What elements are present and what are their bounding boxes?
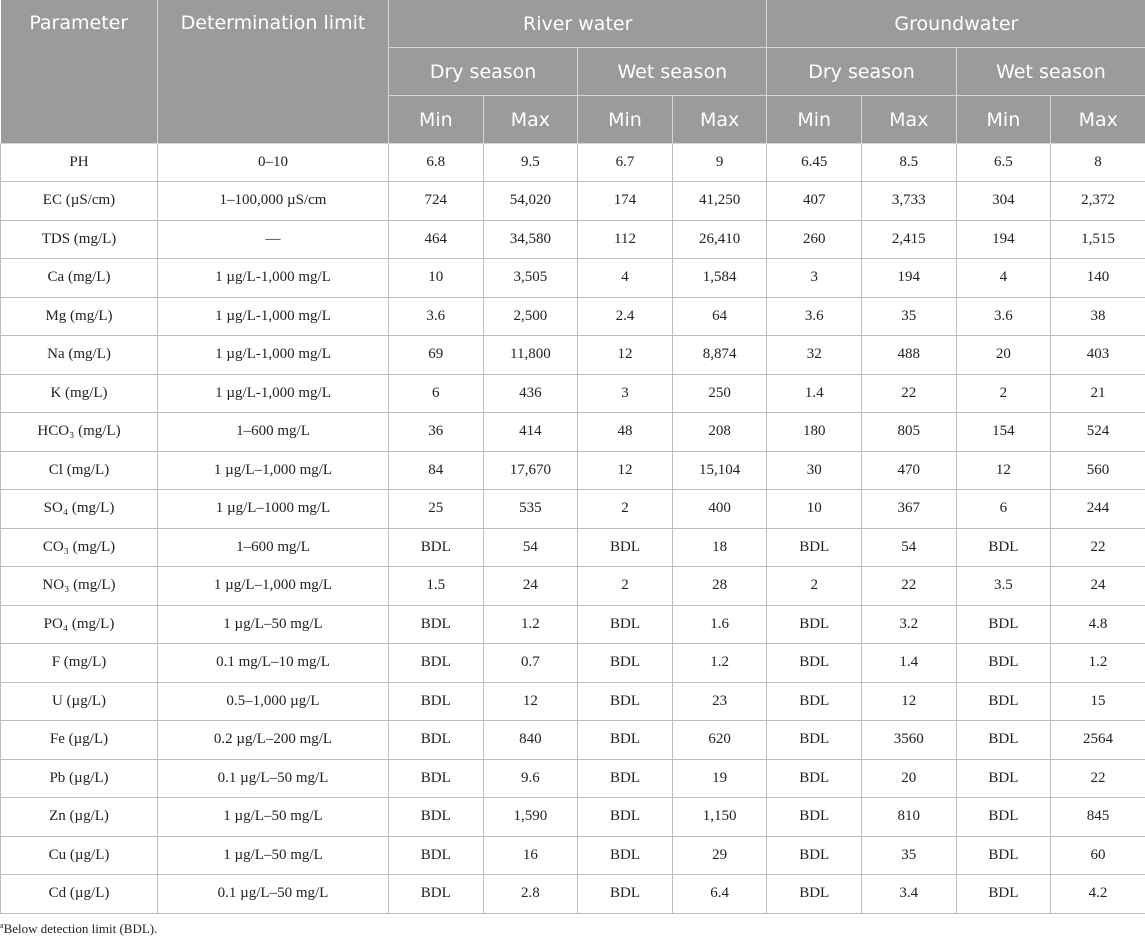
cell-max: 3560 [862,721,957,760]
cell-min: BDL [389,605,484,644]
cell-max: 524 [1051,413,1145,452]
cell-min: 1.5 [389,567,484,606]
header-max: Max [483,96,578,144]
cell-parameter: Zn (µg/L) [1,798,158,837]
cell-max: 8.5 [862,144,957,182]
cell-min: 1.4 [767,374,862,413]
cell-min: 2 [956,374,1051,413]
cell-min: 2 [578,567,673,606]
table-row [1,220,1145,259]
cell-max: 24 [483,567,578,606]
cell-determination-limit: 1 µg/L–50 mg/L [158,836,389,875]
cell-max: 140 [1051,259,1145,298]
table-row [1,759,1145,798]
cell-determination-limit: 1–600 mg/L [158,413,389,452]
cell-determination-limit: 1 µg/L–50 mg/L [158,605,389,644]
cell-min: 3.5 [956,567,1051,606]
cell-max: 22 [862,567,957,606]
cell-max: 12 [862,682,957,721]
header-river-water: River water [389,0,767,48]
cell-max: 3.2 [862,605,957,644]
cell-max: 23 [672,682,767,721]
cell-min: BDL [956,836,1051,875]
cell-min: 10 [767,490,862,529]
cell-min: 10 [389,259,484,298]
cell-min: 407 [767,182,862,221]
table-header [1,0,1145,144]
cell-max: 400 [672,490,767,529]
cell-parameter: Mg (mg/L) [1,297,158,336]
cell-determination-limit: 0.2 µg/L–200 mg/L [158,721,389,760]
cell-min: 2.4 [578,297,673,336]
cell-max: 4.2 [1051,875,1145,914]
cell-max: 38 [1051,297,1145,336]
cell-max: 60 [1051,836,1145,875]
table-row [1,875,1145,914]
cell-min: 2 [767,567,862,606]
cell-min: 6.45 [767,144,862,182]
cell-max: 15,104 [672,451,767,490]
header-ground-wet-season: Wet season [956,48,1145,96]
header-river-dry-season: Dry season [389,48,578,96]
cell-max: 21 [1051,374,1145,413]
cell-min: 112 [578,220,673,259]
cell-determination-limit: 1 µg/L-1,000 mg/L [158,374,389,413]
cell-max: 1,515 [1051,220,1145,259]
cell-determination-limit: — [158,220,389,259]
cell-min: 32 [767,336,862,375]
cell-min: BDL [578,875,673,914]
cell-min: 6 [956,490,1051,529]
cell-max: 1.4 [862,644,957,683]
cell-parameter: NO₃ (mg/L) [1,567,158,606]
cell-max: 20 [862,759,957,798]
cell-min: BDL [578,644,673,683]
cell-determination-limit: 0–10 [158,144,389,182]
header-determination-limit: Determination limit [158,0,389,144]
cell-min: BDL [767,644,862,683]
cell-min: BDL [389,798,484,837]
cell-max: 6.4 [672,875,767,914]
cell-max: 16 [483,836,578,875]
cell-max: 194 [862,259,957,298]
cell-min: 174 [578,182,673,221]
cell-parameter: Cl (mg/L) [1,451,158,490]
cell-max: 9 [672,144,767,182]
header-river-wet-season: Wet season [578,48,767,96]
cell-max: 845 [1051,798,1145,837]
cell-parameter: F (mg/L) [1,644,158,683]
table-row [1,182,1145,221]
cell-min: 6 [389,374,484,413]
cell-parameter: TDS (mg/L) [1,220,158,259]
table-row [1,490,1145,529]
table-row [1,644,1145,683]
table-row [1,297,1145,336]
cell-min: 48 [578,413,673,452]
cell-min: BDL [767,528,862,567]
cell-parameter: PO₄ (mg/L) [1,605,158,644]
cell-determination-limit: 0.1 mg/L–10 mg/L [158,644,389,683]
cell-max: 22 [862,374,957,413]
header-parameter: Parameter [1,0,158,144]
cell-max: 2,500 [483,297,578,336]
cell-max: 208 [672,413,767,452]
cell-max: 4.8 [1051,605,1145,644]
cell-min: 12 [956,451,1051,490]
cell-min: BDL [389,528,484,567]
table-row [1,682,1145,721]
table-row [1,567,1145,606]
cell-min: 3 [767,259,862,298]
cell-max: 3.4 [862,875,957,914]
cell-max: 9.5 [483,144,578,182]
cell-min: 20 [956,336,1051,375]
table-row [1,836,1145,875]
cell-parameter: Pb (µg/L) [1,759,158,798]
cell-parameter: SO₄ (mg/L) [1,490,158,529]
table-row [1,374,1145,413]
cell-min: BDL [956,875,1051,914]
cell-min: 25 [389,490,484,529]
cell-parameter: Na (mg/L) [1,336,158,375]
cell-max: 1,590 [483,798,578,837]
cell-min: BDL [578,759,673,798]
cell-parameter: HCO₃ (mg/L) [1,413,158,452]
cell-min: BDL [578,721,673,760]
cell-min: 2 [578,490,673,529]
cell-max: 12 [483,682,578,721]
cell-min: BDL [956,759,1051,798]
table-row [1,528,1145,567]
cell-determination-limit: 1 µg/L–50 mg/L [158,798,389,837]
cell-max: 29 [672,836,767,875]
cell-max: 15 [1051,682,1145,721]
cell-max: 2.8 [483,875,578,914]
cell-min: BDL [767,605,862,644]
cell-parameter: Cu (µg/L) [1,836,158,875]
cell-min: 12 [578,451,673,490]
cell-min: 6.5 [956,144,1051,182]
cell-max: 54,020 [483,182,578,221]
header-min: Min [578,96,673,144]
cell-max: 35 [862,836,957,875]
cell-max: 1.2 [483,605,578,644]
cell-max: 436 [483,374,578,413]
cell-min: 304 [956,182,1051,221]
cell-max: 22 [1051,528,1145,567]
cell-determination-limit: 1–600 mg/L [158,528,389,567]
cell-max: 54 [862,528,957,567]
cell-max: 403 [1051,336,1145,375]
cell-determination-limit: 0.5–1,000 µg/L [158,682,389,721]
cell-determination-limit: 0.1 µg/L–50 mg/L [158,875,389,914]
table-row [1,798,1145,837]
cell-min: BDL [956,721,1051,760]
cell-max: 414 [483,413,578,452]
cell-determination-limit: 1 µg/L–1,000 mg/L [158,451,389,490]
cell-min: 724 [389,182,484,221]
cell-min: 4 [578,259,673,298]
header-min: Min [956,96,1051,144]
footnote-text: Below detection limit (BDL). [3,921,158,936]
cell-min: 260 [767,220,862,259]
cell-min: 36 [389,413,484,452]
header-max: Max [672,96,767,144]
cell-min: 3.6 [389,297,484,336]
cell-parameter: PH [1,144,158,182]
cell-min: BDL [956,682,1051,721]
cell-parameter: Fe (µg/L) [1,721,158,760]
cell-min: 3.6 [956,297,1051,336]
cell-max: 2,372 [1051,182,1145,221]
table-row [1,336,1145,375]
cell-min: BDL [956,644,1051,683]
cell-max: 810 [862,798,957,837]
cell-determination-limit: 1 µg/L–1000 mg/L [158,490,389,529]
cell-max: 1.6 [672,605,767,644]
cell-max: 26,410 [672,220,767,259]
cell-max: 1.2 [1051,644,1145,683]
cell-max: 22 [1051,759,1145,798]
cell-max: 64 [672,297,767,336]
cell-parameter: CO₃ (mg/L) [1,528,158,567]
header-max: Max [862,96,957,144]
cell-max: 1,584 [672,259,767,298]
cell-min: BDL [578,605,673,644]
table-row [1,721,1145,760]
footnote [0,918,157,937]
cell-determination-limit: 1 µg/L-1,000 mg/L [158,259,389,298]
table-row [1,144,1145,182]
cell-max: 535 [483,490,578,529]
cell-max: 28 [672,567,767,606]
cell-min: BDL [389,682,484,721]
table-row [1,451,1145,490]
cell-max: 244 [1051,490,1145,529]
cell-max: 250 [672,374,767,413]
table-row [1,259,1145,298]
cell-min: BDL [389,836,484,875]
cell-min: BDL [578,528,673,567]
cell-min: BDL [956,798,1051,837]
cell-min: BDL [767,836,862,875]
cell-max: 470 [862,451,957,490]
table-row [1,605,1145,644]
header-min: Min [389,96,484,144]
cell-min: BDL [767,682,862,721]
cell-max: 1.2 [672,644,767,683]
cell-min: BDL [767,798,862,837]
cell-min: 4 [956,259,1051,298]
cell-max: 805 [862,413,957,452]
cell-determination-limit: 1 µg/L-1,000 mg/L [158,336,389,375]
cell-max: 840 [483,721,578,760]
cell-max: 488 [862,336,957,375]
cell-max: 8 [1051,144,1145,182]
cell-min: BDL [578,798,673,837]
cell-min: BDL [767,875,862,914]
cell-max: 41,250 [672,182,767,221]
cell-max: 620 [672,721,767,760]
cell-parameter: Ca (mg/L) [1,259,158,298]
cell-min: 3 [578,374,673,413]
cell-min: 194 [956,220,1051,259]
cell-parameter: U (µg/L) [1,682,158,721]
cell-max: 8,874 [672,336,767,375]
cell-min: BDL [389,644,484,683]
cell-max: 560 [1051,451,1145,490]
table-body [1,144,1145,914]
cell-max: 34,580 [483,220,578,259]
cell-max: 3,733 [862,182,957,221]
cell-max: 367 [862,490,957,529]
cell-min: BDL [956,605,1051,644]
cell-max: 2564 [1051,721,1145,760]
cell-determination-limit: 1 µg/L–1,000 mg/L [158,567,389,606]
cell-parameter: EC (µS/cm) [1,182,158,221]
cell-min: 6.7 [578,144,673,182]
cell-parameter: K (mg/L) [1,374,158,413]
cell-min: 30 [767,451,862,490]
cell-max: 35 [862,297,957,336]
cell-determination-limit: 0.1 µg/L–50 mg/L [158,759,389,798]
cell-min: BDL [767,759,862,798]
cell-min: BDL [389,721,484,760]
cell-min: BDL [578,836,673,875]
cell-min: 69 [389,336,484,375]
cell-min: 84 [389,451,484,490]
cell-min: BDL [956,528,1051,567]
header-min: Min [767,96,862,144]
cell-min: 180 [767,413,862,452]
cell-max: 0.7 [483,644,578,683]
cell-max: 24 [1051,567,1145,606]
cell-max: 2,415 [862,220,957,259]
cell-min: 3.6 [767,297,862,336]
cell-max: 1,150 [672,798,767,837]
cell-min: 12 [578,336,673,375]
table-row [1,413,1145,452]
header-ground-dry-season: Dry season [767,48,956,96]
header-max: Max [1051,96,1145,144]
cell-parameter: Cd (µg/L) [1,875,158,914]
cell-max: 18 [672,528,767,567]
cell-max: 9.6 [483,759,578,798]
cell-min: 464 [389,220,484,259]
cell-determination-limit: 1 µg/L-1,000 mg/L [158,297,389,336]
cell-max: 17,670 [483,451,578,490]
cell-max: 3,505 [483,259,578,298]
cell-min: BDL [767,721,862,760]
cell-min: BDL [578,682,673,721]
cell-min: BDL [389,759,484,798]
header-groundwater: Groundwater [767,0,1145,48]
cell-max: 54 [483,528,578,567]
cell-max: 19 [672,759,767,798]
cell-determination-limit: 1–100,000 µS/cm [158,182,389,221]
cell-min: BDL [389,875,484,914]
cell-min: 154 [956,413,1051,452]
cell-max: 11,800 [483,336,578,375]
cell-min: 6.8 [389,144,484,182]
footnote-marker: a [0,921,4,930]
